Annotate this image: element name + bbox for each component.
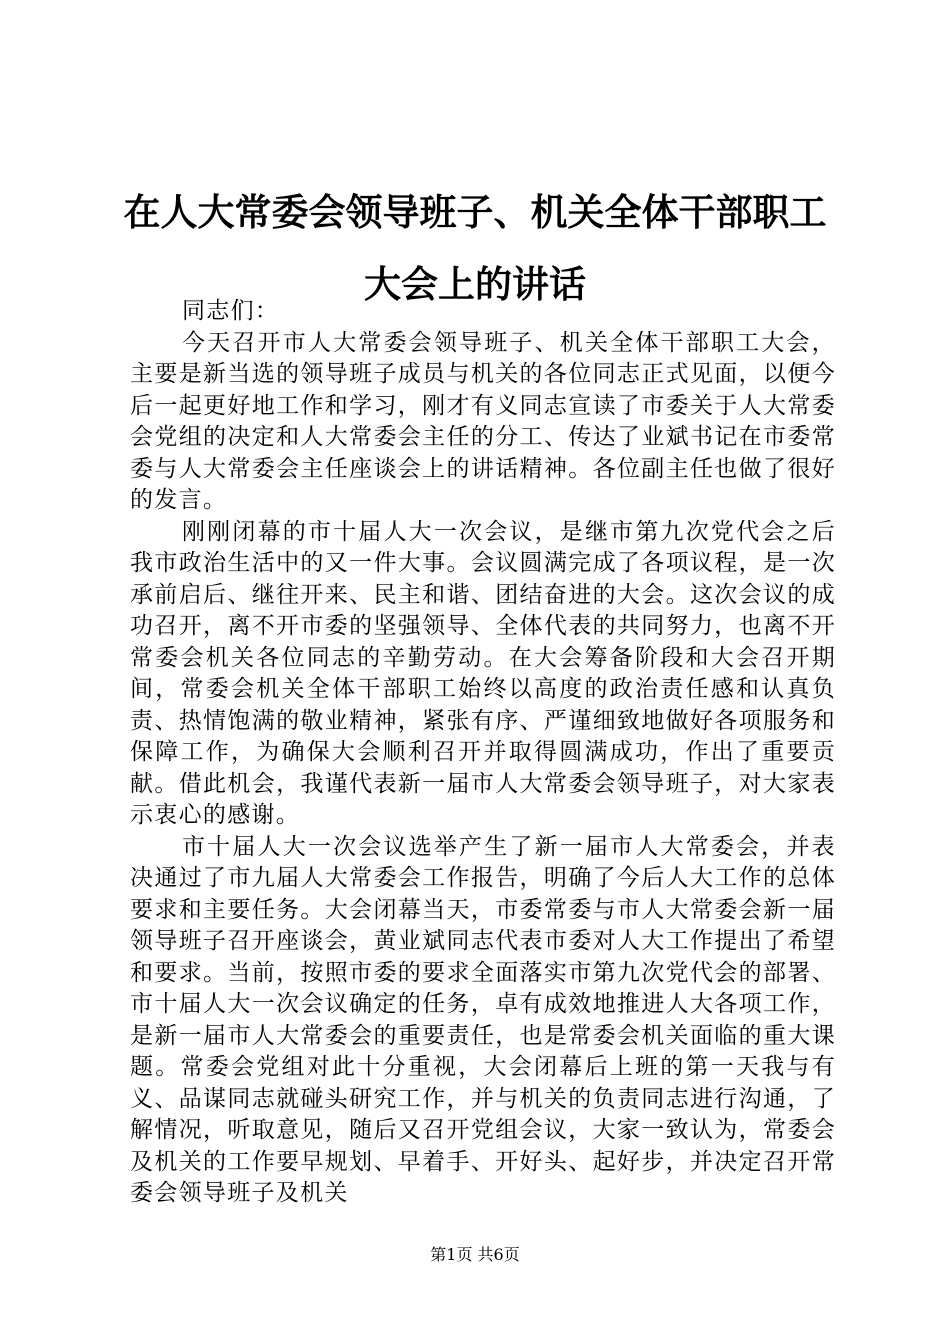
paragraph-1: 今天召开市人大常委会领导班子、机关全体干部职工大会，主要是新当选的领导班子成员与机关的各位同志正式见面，以便今后一起更好地工作和学习，刚才有义同志宣读了市委关于人大常委会党组的决定和人大常委会主任的分工、传达了业斌书记在市委常委与人大常委会主任座谈会上的讲话精神。各位副主任也做了很好的发言。 xyxy=(130,329,836,513)
paragraph-2: 刚刚闭幕的市十届人大一次会议，是继市第九次党代会之后我市政治生活中的又一件大事。会议圆满完成了各项议程，是一次承前启后、继往开来、民主和谐、团结奋进的大会。这次会议的成功召开，离不开市委的坚强领导、全体代表的共同努力，也离不开常委会机关各位同志的辛勤劳动。在大会筹备阶段和大会召开期间，常委会机关全体干部职工始终以高度的政治责任感和认真负责、热情饱满的敬业精神，紧张有序、严谨细致地做好各项服务和保障工作，为确保大会顺利召开并取得圆满成功，作出了重要贡献。借此机会，我谨代表新一届市人大常委会领导班子，对大家表示衷心的感谢。 xyxy=(130,518,836,828)
paragraph-3: 市十届人大一次会议选举产生了新一届市人大常委会，并表决通过了市九届人大常委会工作报告，明确了今后人大工作的总体要求和主要任务。大会闭幕当天，市委常委与市人大常委会新一届领导班子召开座谈会，黄业斌同志代表市委对人大工作提出了希望和要求。当前，按照市委的要求全面落实市第九次党代会的部署、市十届人大一次会议确定的任务，卓有成效地推进人大各项工作，是新一届市人大常委会的重要责任，也是常委会机关面临的重大课题。常委会党组对此十分重视，大会闭幕后上班的第一天我与有义、品谋同志就碰头研究工作，并与机关的负责同志进行沟通，了解情况，听取意见，随后又召开党组会议，大家一致认为，常委会及机关的工作要早规划、早着手、开好头、起好步，并决定召开常委会领导班子及机关 xyxy=(130,833,836,1206)
page-number: 第1页 共6页 xyxy=(430,1245,520,1264)
document-title: 在人大常委会领导班子、机关全体干部职工大会上的讲话 xyxy=(123,190,827,306)
salutation: 同志们： xyxy=(182,298,280,324)
document-body xyxy=(130,296,836,1210)
page-footer xyxy=(0,1244,950,1266)
